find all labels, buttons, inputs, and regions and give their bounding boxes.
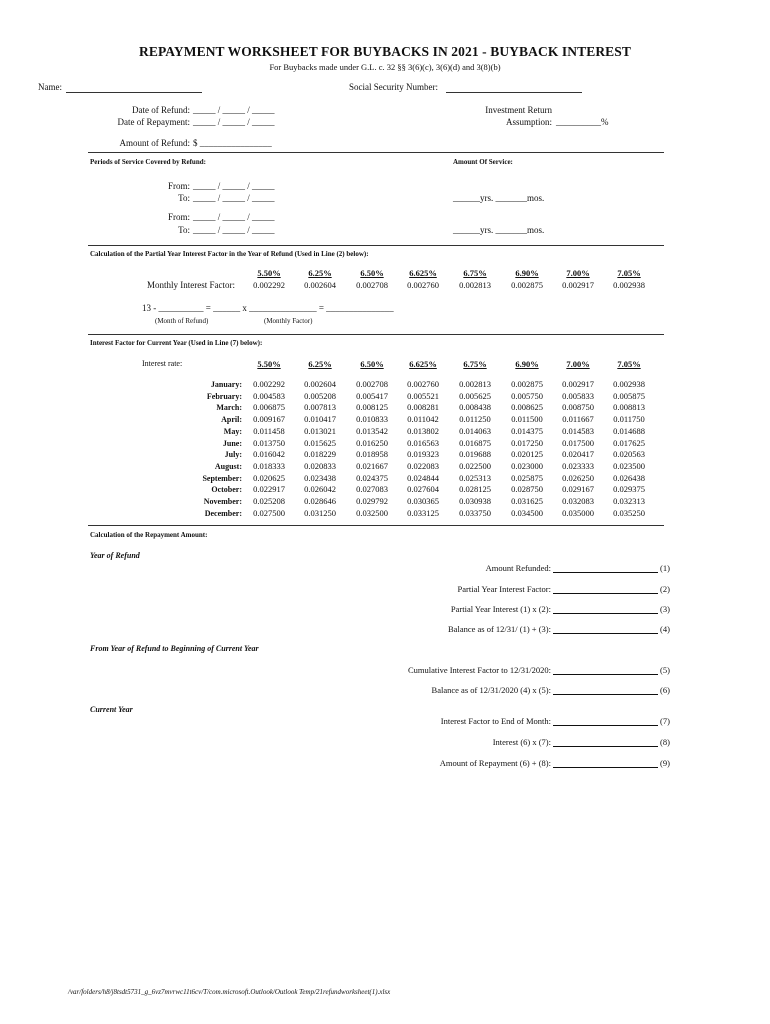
- factor-cell: 0.028750: [511, 484, 543, 495]
- repayment-line-label: Amount Refunded:: [485, 563, 551, 573]
- page-title: REPAYMENT WORKSHEET FOR BUYBACKS IN 2021 - BUYBACK INTEREST: [139, 44, 631, 59]
- factor-cell: 0.011250: [459, 414, 491, 425]
- month-label: December:: [204, 508, 242, 518]
- repayment-line-number: (1): [660, 563, 670, 573]
- divider: [88, 334, 664, 335]
- factor-cell: 0.023438: [304, 472, 336, 483]
- factor-cell: 0.025208: [253, 496, 285, 507]
- month-column: [150, 379, 242, 519]
- factor-cell: 0.015625: [304, 437, 336, 448]
- amount-of-refund-label: Amount of Refund:: [119, 138, 190, 148]
- rate-header: 6.625%: [409, 268, 437, 278]
- factor-cell: 0.020833: [304, 460, 336, 471]
- factor-cell: 0.029167: [562, 484, 594, 495]
- partial-year-formula[interactable]: 13 - __________ = ______ x _______________ = _______________: [142, 303, 394, 313]
- factor-cell: 0.014375: [511, 425, 543, 436]
- factor-cell: 0.010833: [356, 414, 388, 425]
- factor-cell: 0.029375: [613, 484, 645, 495]
- repayment-line-number: (2): [660, 584, 670, 594]
- repayment-line-number: (7): [660, 716, 670, 726]
- factor-cell: 0.002813: [459, 379, 491, 389]
- date-of-refund-label: Date of Refund:: [132, 105, 190, 115]
- repayment-line-field[interactable]: [553, 593, 658, 594]
- factor-cell: 0.005875: [613, 390, 645, 401]
- month-label: February:: [206, 391, 242, 401]
- year-of-refund-label: Year of Refund: [90, 551, 140, 560]
- factor-cell: 0.016250: [356, 437, 388, 448]
- from-year-of-refund-label: From Year of Refund to Beginning of Current Year: [90, 644, 259, 653]
- repayment-line-number: (3): [660, 604, 670, 614]
- factor-cell: 0.031625: [511, 496, 543, 507]
- factor-cell: 0.024375: [356, 472, 388, 483]
- monthly-factor-value: 0.002292: [253, 280, 285, 290]
- factor-cell: 0.022917: [253, 484, 285, 495]
- interest-rate-label: Interest rate:: [142, 359, 183, 368]
- factor-cell: 0.030938: [459, 496, 491, 507]
- factor-cell: 0.016875: [459, 437, 491, 448]
- factor-cell: 0.004583: [253, 390, 285, 401]
- monthly-factor-note: (Monthly Factor): [264, 317, 313, 325]
- investment-return-label: Investment Return: [485, 105, 552, 115]
- factor-cell: 0.017625: [613, 437, 645, 448]
- monthly-factor-value: 0.002708: [356, 280, 388, 290]
- monthly-factor-value: 0.002938: [613, 280, 645, 290]
- rate-header: 6.50%: [360, 359, 384, 369]
- factor-cell: 0.034500: [511, 507, 543, 518]
- repayment-line-field[interactable]: [553, 674, 658, 675]
- factor-cell: 0.011042: [407, 414, 439, 425]
- factor-cell: 0.020417: [562, 449, 594, 460]
- factor-cell: 0.026250: [562, 472, 594, 483]
- repayment-line-number: (8): [660, 737, 670, 747]
- factor-cell: 0.002875: [511, 379, 543, 389]
- factor-column: [452, 379, 498, 519]
- factor-cell: 0.008438: [459, 402, 491, 413]
- factor-cell: 0.011667: [562, 414, 594, 425]
- factor-column: [504, 379, 550, 519]
- to-label: To:: [178, 193, 190, 203]
- rate-header: 7.05%: [617, 359, 641, 369]
- factor-column: [297, 379, 343, 519]
- factor-cell: 0.005625: [459, 390, 491, 401]
- factor-cell: 0.020625: [253, 472, 285, 483]
- monthly-factor-value: 0.002760: [407, 280, 439, 290]
- factor-cell: 0.020125: [511, 449, 543, 460]
- factor-cell: 0.025313: [459, 472, 491, 483]
- factor-cell: 0.018229: [304, 449, 336, 460]
- rate-header: 6.90%: [515, 359, 539, 369]
- factor-column: [606, 379, 652, 519]
- rate-header: 6.50%: [360, 268, 384, 278]
- factor-cell: 0.027604: [407, 484, 439, 495]
- month-label: June:: [222, 438, 242, 448]
- factor-cell: 0.005833: [562, 390, 594, 401]
- factor-cell: 0.032083: [562, 496, 594, 507]
- page-subtitle: For Buybacks made under G.L. c. 32 §§ 3(6)(c), 3(6)(d) and 3(8)(b): [269, 62, 501, 72]
- factor-cell: 0.011458: [253, 425, 285, 436]
- factor-cell: 0.011750: [613, 414, 645, 425]
- repayment-line-number: (6): [660, 685, 670, 695]
- factor-cell: 0.020563: [613, 449, 645, 460]
- amount-of-service-heading: Amount Of Service:: [453, 158, 513, 166]
- amount-of-refund-field[interactable]: $ ________________: [193, 138, 272, 148]
- file-path-footer: /var/folders/h8/j8tsdt5731_g_6vz7mvrwc11t6cv/T/com.microsoft.Outlook/Outlook Temp/21refundworksheet(1).xlsx: [68, 988, 391, 996]
- month-label: August:: [214, 461, 242, 471]
- to-date-field-2[interactable]: _____ / _____ / _____: [193, 225, 275, 235]
- factor-cell: 0.026438: [613, 472, 645, 483]
- factor-column: [555, 379, 601, 519]
- repayment-heading: Calculation of the Repayment Amount:: [90, 531, 208, 539]
- name-field[interactable]: [66, 92, 202, 93]
- factor-cell: 0.030365: [407, 496, 439, 507]
- rate-header: 6.25%: [308, 359, 332, 369]
- repayment-line-field[interactable]: [553, 572, 658, 573]
- service-length-field-1[interactable]: ______yrs. _______mos.: [453, 193, 545, 203]
- factor-cell: 0.008750: [562, 402, 594, 413]
- month-label: September:: [202, 473, 242, 483]
- factor-cell: 0.032313: [613, 496, 645, 507]
- factor-cell: 0.032500: [356, 507, 388, 518]
- from-date-field-2[interactable]: _____ / _____ / _____: [193, 212, 275, 222]
- repayment-line-label: Balance as of 12/31/ (1) + (3):: [448, 624, 551, 634]
- factor-cell: 0.033125: [407, 507, 439, 518]
- factor-cell: 0.027500: [253, 507, 285, 518]
- rate-header: 7.05%: [617, 268, 641, 278]
- factor-cell: 0.008125: [356, 402, 388, 413]
- from-label: From:: [167, 212, 190, 222]
- factor-cell: 0.028125: [459, 484, 491, 495]
- factor-cell: 0.010417: [304, 414, 336, 425]
- rate-header: 6.90%: [515, 268, 539, 278]
- date-of-refund-field[interactable]: _____ / _____ / _____: [193, 105, 275, 115]
- factor-cell: 0.002917: [562, 379, 594, 389]
- current-year-heading: Interest Factor for Current Year (Used in Line (7) below):: [90, 339, 263, 347]
- factor-cell: 0.011500: [511, 414, 543, 425]
- factor-cell: 0.013802: [407, 425, 439, 436]
- rate-header: 7.00%: [566, 359, 590, 369]
- monthly-factor-value: 0.002813: [459, 280, 491, 290]
- month-label: April:: [221, 415, 242, 425]
- date-of-repayment-label: Date of Repayment:: [117, 117, 190, 127]
- to-label: To:: [178, 225, 190, 235]
- factor-cell: 0.024844: [407, 472, 439, 483]
- factor-cell: 0.017500: [562, 437, 594, 448]
- factor-cell: 0.022500: [459, 460, 491, 471]
- factor-cell: 0.002604: [304, 379, 336, 389]
- factor-cell: 0.005750: [511, 390, 543, 401]
- factor-cell: 0.005208: [304, 390, 336, 401]
- partial-year-heading: Calculation of the Partial Year Interest Factor in the Year of Refund (Used in Line (2) below):: [90, 250, 369, 258]
- repayment-line-field[interactable]: [553, 613, 658, 614]
- factor-cell: 0.016042: [253, 449, 285, 460]
- factor-cell: 0.006875: [253, 402, 285, 413]
- rate-header: 6.75%: [463, 268, 487, 278]
- date-of-repayment-field[interactable]: _____ / _____ / _____: [193, 117, 275, 127]
- repayment-line-label: Partial Year Interest Factor:: [457, 584, 551, 594]
- factor-cell: 0.002708: [356, 379, 388, 389]
- periods-heading: Periods of Service Covered by Refund:: [90, 158, 206, 166]
- factor-cell: 0.009167: [253, 414, 285, 425]
- from-date-field-1[interactable]: _____ / _____ / _____: [193, 181, 275, 191]
- repayment-line-number: (9): [660, 758, 670, 768]
- factor-cell: 0.017250: [511, 437, 543, 448]
- factor-cell: 0.014063: [459, 425, 491, 436]
- ssn-label: Social Security Number:: [349, 82, 438, 92]
- factor-cell: 0.005417: [356, 390, 388, 401]
- month-label: January:: [210, 380, 242, 389]
- repayment-line-label: Interest (6) x (7):: [492, 737, 551, 747]
- factor-cell: 0.013542: [356, 425, 388, 436]
- assumption-field[interactable]: __________%: [556, 117, 609, 127]
- factor-cell: 0.013021: [304, 425, 336, 436]
- month-label: November:: [203, 497, 242, 507]
- current-year-label: Current Year: [90, 705, 133, 714]
- service-length-field-2[interactable]: ______yrs. _______mos.: [453, 225, 545, 235]
- factor-cell: 0.033750: [459, 507, 491, 518]
- factor-cell: 0.014688: [613, 425, 645, 436]
- factor-cell: 0.028646: [304, 496, 336, 507]
- factor-cell: 0.002760: [407, 379, 439, 389]
- factor-cell: 0.023500: [613, 460, 645, 471]
- rate-header: 5.50%: [257, 359, 281, 369]
- factor-cell: 0.013750: [253, 437, 285, 448]
- factor-cell: 0.019688: [459, 449, 491, 460]
- repayment-line-field[interactable]: [553, 767, 658, 768]
- repayment-line-label: Interest Factor to End of Month:: [440, 716, 551, 726]
- monthly-factor-value: 0.002917: [562, 280, 594, 290]
- divider: [88, 525, 664, 526]
- rate-header: 6.625%: [409, 359, 437, 369]
- repayment-line-label: Amount of Repayment (6) + (8):: [439, 758, 551, 768]
- repayment-line-field[interactable]: [553, 725, 658, 726]
- month-label: May:: [223, 426, 242, 436]
- rate-header: 5.50%: [257, 268, 281, 278]
- factor-cell: 0.016563: [407, 437, 439, 448]
- ssn-field[interactable]: [446, 92, 582, 93]
- month-label: March:: [216, 403, 242, 413]
- divider: [88, 152, 664, 153]
- factor-cell: 0.007813: [304, 402, 336, 413]
- factor-cell: 0.019323: [407, 449, 439, 460]
- divider: [88, 245, 664, 246]
- monthly-factor-value: 0.002604: [304, 280, 336, 290]
- factor-column: [246, 379, 292, 519]
- month-label: October:: [211, 485, 242, 495]
- factor-cell: 0.027083: [356, 484, 388, 495]
- name-label: Name:: [38, 82, 62, 92]
- factor-cell: 0.018333: [253, 460, 285, 471]
- factor-column: [400, 379, 446, 519]
- factor-cell: 0.026042: [304, 484, 336, 495]
- factor-cell: 0.023333: [562, 460, 594, 471]
- assumption-label: Assumption:: [505, 117, 552, 127]
- factor-cell: 0.018958: [356, 449, 388, 460]
- factor-cell: 0.014583: [562, 425, 594, 436]
- factor-cell: 0.035250: [613, 507, 645, 518]
- factor-cell: 0.008281: [407, 402, 439, 413]
- factor-cell: 0.008813: [613, 402, 645, 413]
- rate-header: 7.00%: [566, 268, 590, 278]
- factor-column: [349, 379, 395, 519]
- factor-cell: 0.025875: [511, 472, 543, 483]
- repayment-line-field[interactable]: [553, 746, 658, 747]
- rate-header: 6.25%: [308, 268, 332, 278]
- rate-header: 6.75%: [463, 359, 487, 369]
- from-label: From:: [167, 181, 190, 191]
- factor-cell: 0.022083: [407, 460, 439, 471]
- month-label: July:: [224, 450, 242, 460]
- factor-cell: 0.002292: [253, 379, 285, 389]
- repayment-line-field[interactable]: [553, 633, 658, 634]
- repayment-line-label: Cumulative Interest Factor to 12/31/2020:: [407, 665, 551, 675]
- to-date-field-1[interactable]: _____ / _____ / _____: [193, 193, 275, 203]
- factor-cell: 0.021667: [356, 460, 388, 471]
- factor-cell: 0.035000: [562, 507, 594, 518]
- repayment-line-number: (4): [660, 624, 670, 634]
- factor-cell: 0.023000: [511, 460, 543, 471]
- monthly-factor-value: 0.002875: [511, 280, 543, 290]
- repayment-line-label: Balance as of 12/31/2020 (4) x (5):: [431, 685, 551, 695]
- month-of-refund-note: (Month of Refund): [155, 317, 209, 325]
- repayment-line-number: (5): [660, 665, 670, 675]
- factor-cell: 0.005521: [407, 390, 439, 401]
- repayment-line-label: Partial Year Interest (1) x (2):: [450, 604, 551, 614]
- factor-cell: 0.002938: [613, 379, 645, 389]
- factor-cell: 0.029792: [356, 496, 388, 507]
- repayment-line-field[interactable]: [553, 694, 658, 695]
- monthly-interest-factor-label: Monthly Interest Factor:: [147, 280, 235, 290]
- factor-cell: 0.008625: [511, 402, 543, 413]
- factor-cell: 0.031250: [304, 507, 336, 518]
